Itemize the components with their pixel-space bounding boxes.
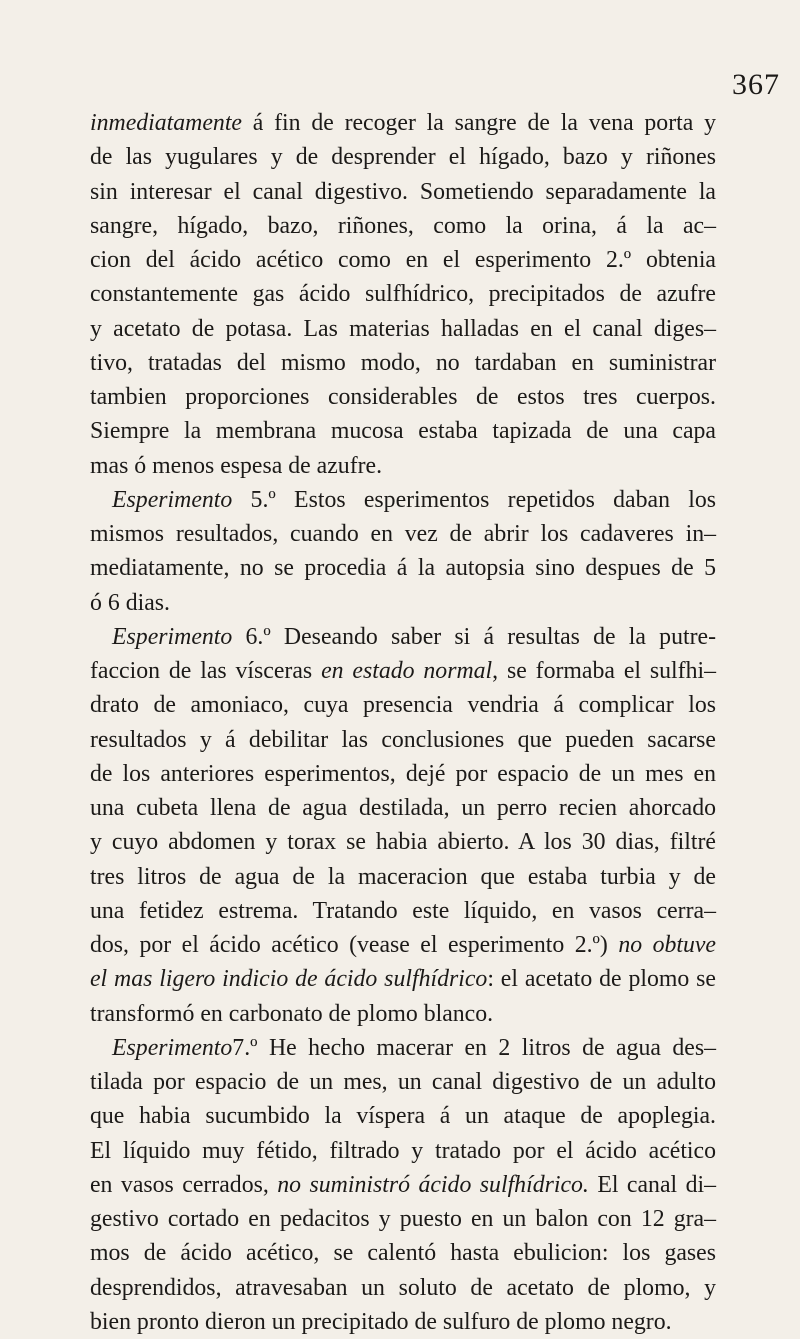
italic-text: Esperimento (112, 486, 233, 513)
text-run: una cubeta llena de agua destilada, un perro recien ahorcado (90, 795, 716, 821)
text-run: faccion de las vísceras (90, 658, 322, 684)
text-run: cion del ácido acético como en el esperimento 2.º obtenia (90, 247, 716, 273)
text-line (90, 757, 716, 791)
text-run: tambien proporciones considerables de estos tres cuerpos. (90, 384, 716, 410)
text-run: bien pronto dieron un precipitado de sulfuro de plomo negro. (90, 1308, 672, 1335)
text-run: sangre, hígado, bazo, riñones, como la orina, á la ac– (90, 212, 716, 239)
text-run: de los anteriores esperimentos, dejé por espacio de un mes en (90, 760, 716, 787)
text-run: resultados y á debilitar las conclusiones que pueden sacarse (90, 726, 716, 753)
text-run: 7.º He hecho macerar en 2 litros de agua des– (232, 1034, 716, 1061)
italic-text: inmediatamente (90, 110, 242, 136)
text-run: El canal di– (588, 1171, 716, 1198)
italic-text: Esperimento (112, 623, 233, 650)
text-line (90, 723, 716, 757)
text-line (90, 825, 716, 859)
italic-text: en estado normal (321, 658, 493, 684)
text-run: mismos resultados, cuando en vez de abrir los cadaveres in– (90, 521, 716, 547)
text-line (90, 1031, 716, 1065)
text-line (90, 586, 716, 620)
text-line (90, 414, 716, 448)
text-line (90, 962, 716, 996)
text-line (90, 449, 716, 483)
text-line (90, 688, 716, 722)
text-line (90, 140, 716, 174)
text-run: mas ó menos espesa de azufre. (90, 452, 383, 479)
text-line (90, 1236, 716, 1270)
text-line (90, 894, 716, 928)
text-line (90, 997, 716, 1031)
text-line (90, 928, 716, 962)
italic-text: no suministró ácido sulfhídrico. (277, 1171, 589, 1198)
text-run: de las yugulares y de desprender el hígado, bazo y riñones (90, 144, 716, 171)
text-line (90, 1305, 716, 1339)
text-run: gestivo cortado en pedacitos y puesto en un balon con 12 gra– (90, 1206, 716, 1232)
text-line (90, 654, 716, 688)
text-line (90, 1271, 716, 1305)
italic-text: el mas ligero indicio de ácido sulfhídrico (90, 966, 488, 993)
page-number: 367 (732, 68, 780, 101)
text-line (90, 175, 716, 209)
text-line (90, 243, 716, 277)
text-run: mos de ácido acético, se calentó hasta ebulicion: los gases (90, 1240, 716, 1267)
text-run: que habia sucumbido la víspera á un ataque de apoplegia. (90, 1103, 716, 1130)
text-run: dos, por el ácido acético (vease el esperimento 2.º) (90, 932, 619, 958)
text-run: mediatamente, no se procedia á la autopsia sino despues de 5 (90, 555, 716, 582)
text-line (90, 1099, 716, 1133)
text-run: : el acetato de plomo se (487, 966, 716, 993)
text-line (90, 860, 716, 894)
text-run: El líquido muy fétido, filtrado y tratado por el ácido acético (90, 1137, 716, 1164)
text-run: tilada por espacio de un mes, un canal digestivo de un adulto (90, 1069, 716, 1095)
text-run: transformó en carbonato de plomo blanco. (90, 1000, 494, 1027)
text-run: tres litros de agua de la maceracion que estaba turbia y de (90, 863, 716, 890)
text-line (90, 1065, 716, 1099)
text-line (90, 277, 716, 311)
text-line (90, 517, 716, 551)
text-run: sin interesar el canal digestivo. Sometiendo separadamente la (90, 178, 716, 205)
text-run: drato de amoniaco, cuya presencia vendria á complicar los (90, 692, 716, 719)
text-line (90, 620, 716, 654)
text-line (90, 483, 716, 517)
text-line (90, 1134, 716, 1168)
text-line (90, 106, 716, 140)
text-run: una fetidez estrema. Tratando este líquido, en vasos cerra– (90, 897, 716, 924)
text-run: 6.º Deseando saber si á resultas de la putre- (232, 623, 716, 650)
text-run: 5.º Estos esperimentos repetidos daban los (232, 486, 716, 513)
text-body (90, 106, 716, 1339)
text-run: tivo, tratadas del mismo modo, no tardaban en suministrar (90, 349, 716, 376)
text-run: en vasos cerrados, (90, 1171, 278, 1198)
text-line (90, 791, 716, 825)
italic-text: no obtuve (618, 932, 716, 958)
text-line (90, 551, 716, 585)
text-run: desprendidos, atravesaban un soluto de acetato de plomo, y (90, 1274, 716, 1301)
text-run: y acetato de potasa. Las materias halladas en el canal diges– (90, 315, 716, 342)
text-run: Siempre la membrana mucosa estaba tapizada de una capa (90, 418, 716, 445)
text-run: á fin de recoger la sangre de la vena porta y (242, 110, 716, 136)
text-line (90, 209, 716, 243)
italic-text: Esperimento (112, 1034, 233, 1061)
text-line (90, 1202, 716, 1236)
text-run: ó 6 dias. (90, 589, 170, 616)
text-line (90, 346, 716, 380)
text-run: , se formaba el sulfhi– (492, 658, 716, 684)
text-line (90, 1168, 716, 1202)
text-line (90, 380, 716, 414)
text-run: y cuyo abdomen y torax se habia abierto. A los 30 dias, filtré (90, 829, 716, 856)
text-run: constantemente gas ácido sulfhídrico, precipitados de azufre (90, 281, 716, 308)
text-line (90, 312, 716, 346)
